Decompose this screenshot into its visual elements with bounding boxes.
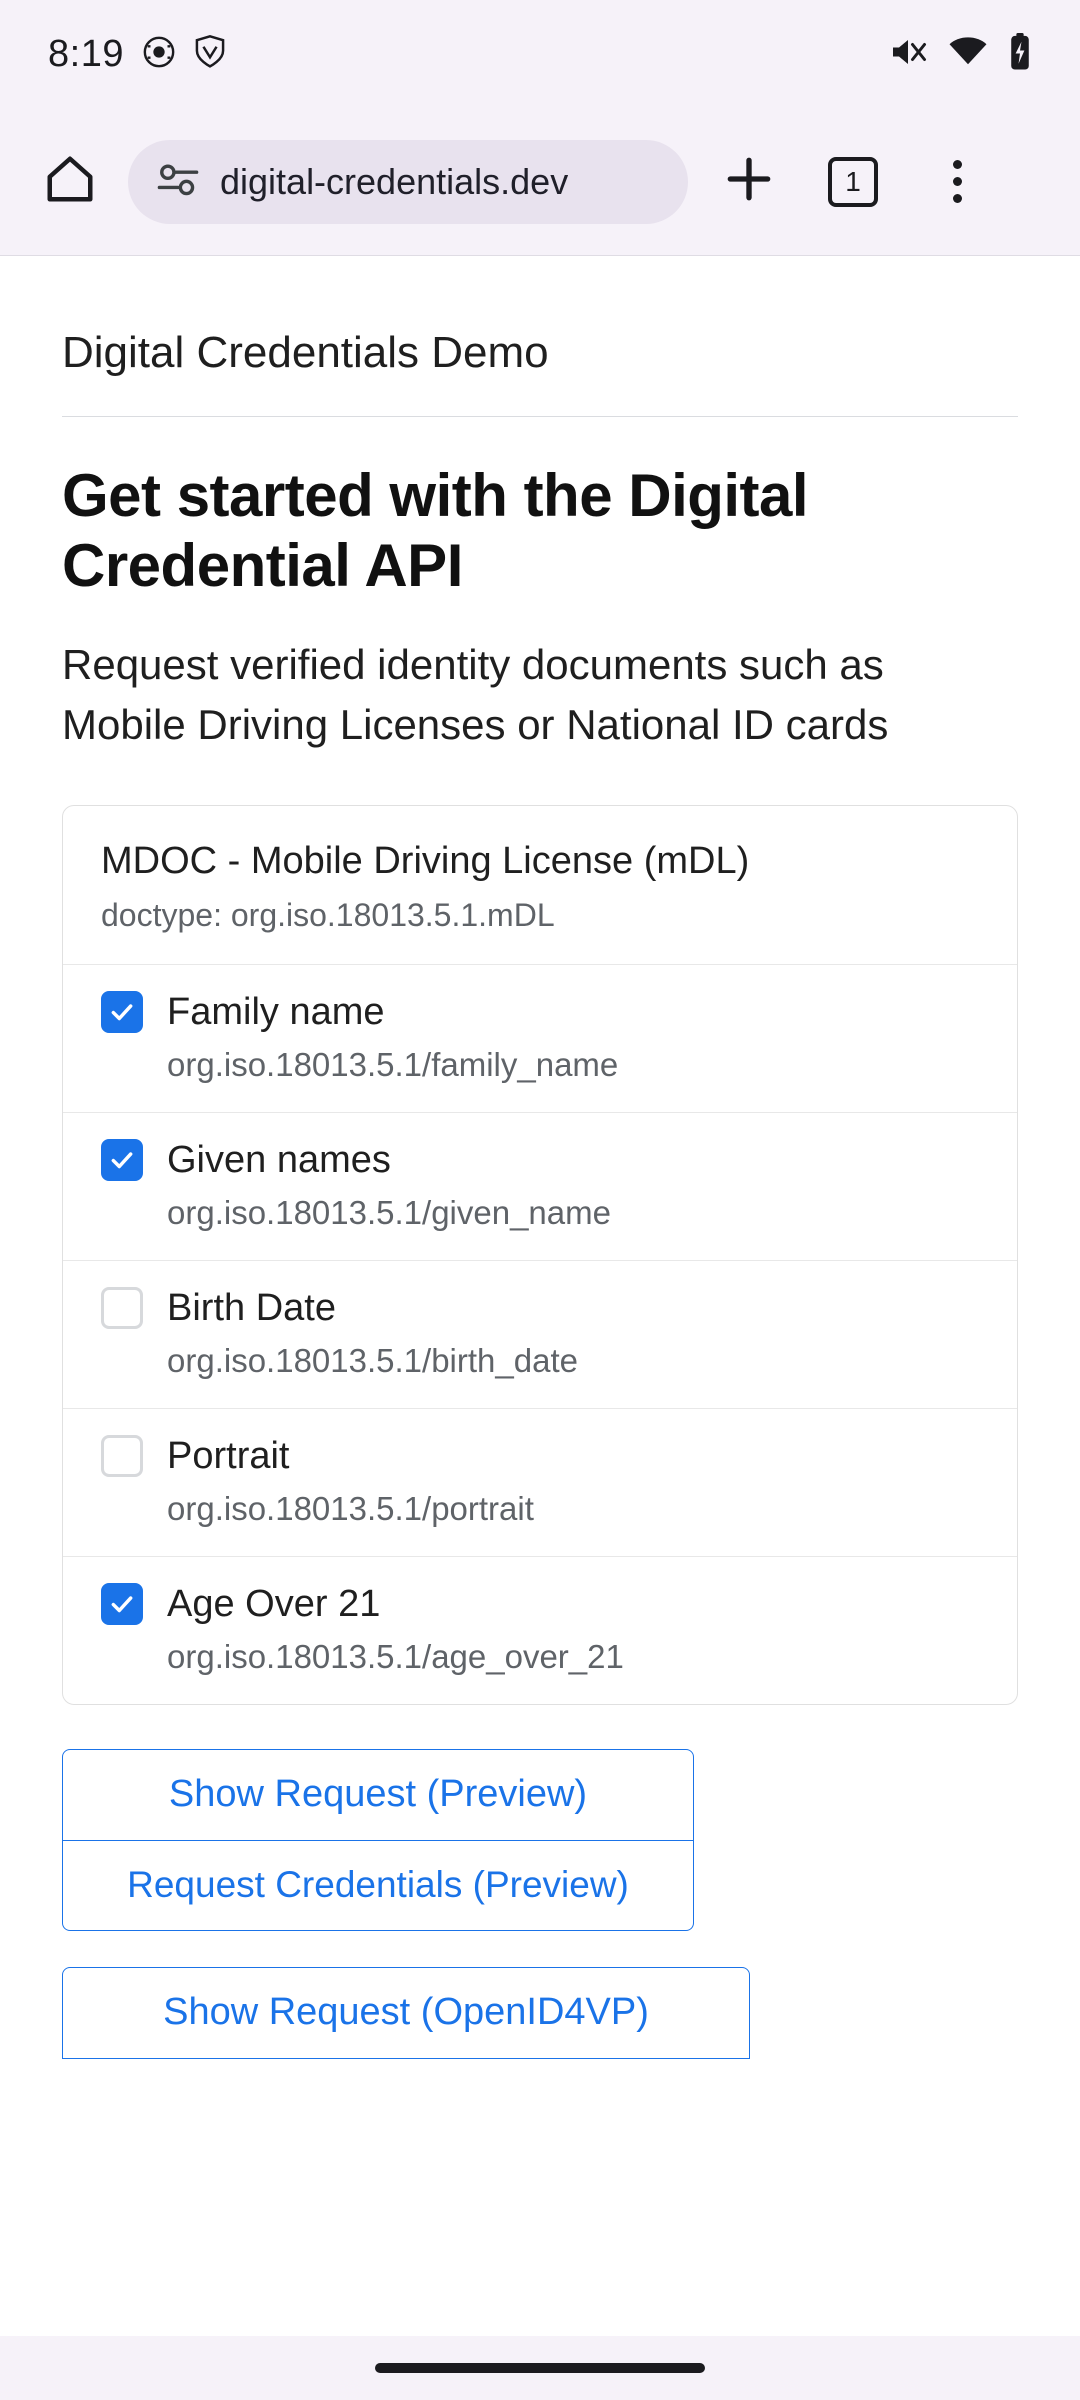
claim-path: org.iso.18013.5.1/given_name	[167, 1193, 611, 1231]
claim-row[interactable]	[63, 1113, 1017, 1261]
plus-icon	[721, 151, 777, 212]
page-content	[0, 256, 1080, 2059]
home-gesture-pill[interactable]	[375, 2363, 705, 2373]
tab-switcher-button[interactable]	[810, 139, 896, 225]
claim-header	[101, 1583, 979, 1626]
status-clock: 8:19	[48, 32, 124, 75]
preview-button-group	[62, 1749, 1018, 1931]
browser-menu-button[interactable]	[914, 139, 1000, 225]
claim-label: Portrait	[167, 1434, 290, 1477]
claim-row[interactable]	[63, 1409, 1017, 1557]
browser-toolbar	[0, 108, 1080, 256]
show-request-preview-button[interactable]: Show Request (Preview)	[62, 1749, 694, 1841]
claim-path: org.iso.18013.5.1/portrait	[167, 1489, 534, 1527]
page-subtitle: Request verified identity documents such as Mobile Driving Licenses or National ID cards	[62, 641, 889, 748]
home-icon	[43, 152, 97, 211]
claim-label: Given names	[167, 1138, 391, 1181]
screen-record-icon	[142, 35, 176, 74]
claim-path: org.iso.18013.5.1/age_over_21	[167, 1637, 624, 1675]
claim-label: Family name	[167, 990, 385, 1033]
claim-path: org.iso.18013.5.1/birth_date	[167, 1341, 578, 1379]
omnibox[interactable]	[128, 140, 688, 224]
claim-label: Age Over 21	[167, 1582, 381, 1625]
wifi-icon	[948, 36, 988, 73]
battery-charging-icon	[1008, 33, 1032, 76]
status-bar-left	[48, 33, 226, 76]
claim-checkbox-birth-date[interactable]	[101, 1287, 143, 1329]
page-site-title: Digital Credentials Demo	[62, 328, 549, 377]
site-settings-icon[interactable]	[156, 159, 200, 204]
claim-checkbox-given-names[interactable]	[101, 1139, 143, 1181]
tab-count: 1	[828, 157, 878, 207]
status-bar-right	[888, 33, 1032, 76]
status-bar	[0, 0, 1080, 108]
mute-icon	[888, 34, 928, 75]
claim-checkbox-portrait[interactable]	[101, 1435, 143, 1477]
credential-title: MDOC - Mobile Driving License (mDL)	[101, 839, 750, 882]
credential-card-header	[63, 806, 1017, 965]
new-tab-button[interactable]	[706, 139, 792, 225]
home-button[interactable]	[30, 142, 110, 222]
claim-path: org.iso.18013.5.1/family_name	[167, 1045, 619, 1083]
divider	[62, 416, 1018, 417]
shield-icon	[194, 35, 226, 74]
omnibox-url: digital-credentials.dev	[220, 160, 569, 202]
claim-checkbox-age-over-21[interactable]	[101, 1583, 143, 1625]
page-title: Get started with the Digital Credential API	[62, 462, 809, 600]
claim-header	[101, 1287, 979, 1330]
claim-header	[101, 1139, 979, 1182]
request-credentials-preview-button[interactable]: Request Credentials (Preview)	[62, 1841, 694, 1931]
more-vertical-icon	[953, 160, 962, 203]
claim-checkbox-family-name[interactable]	[101, 991, 143, 1033]
claim-label: Birth Date	[167, 1286, 336, 1329]
system-navigation-bar	[0, 2336, 1080, 2400]
claim-row[interactable]	[63, 1557, 1017, 1704]
credential-card	[62, 805, 1018, 1705]
openid4vp-button-group	[62, 1967, 1018, 2059]
claim-header	[101, 991, 979, 1034]
claim-header	[101, 1435, 979, 1478]
claim-row[interactable]	[63, 965, 1017, 1113]
show-request-openid4vp-button[interactable]: Show Request (OpenID4VP)	[62, 1967, 750, 2059]
claim-row[interactable]	[63, 1261, 1017, 1409]
credential-doctype: doctype: org.iso.18013.5.1.mDL	[101, 896, 555, 933]
